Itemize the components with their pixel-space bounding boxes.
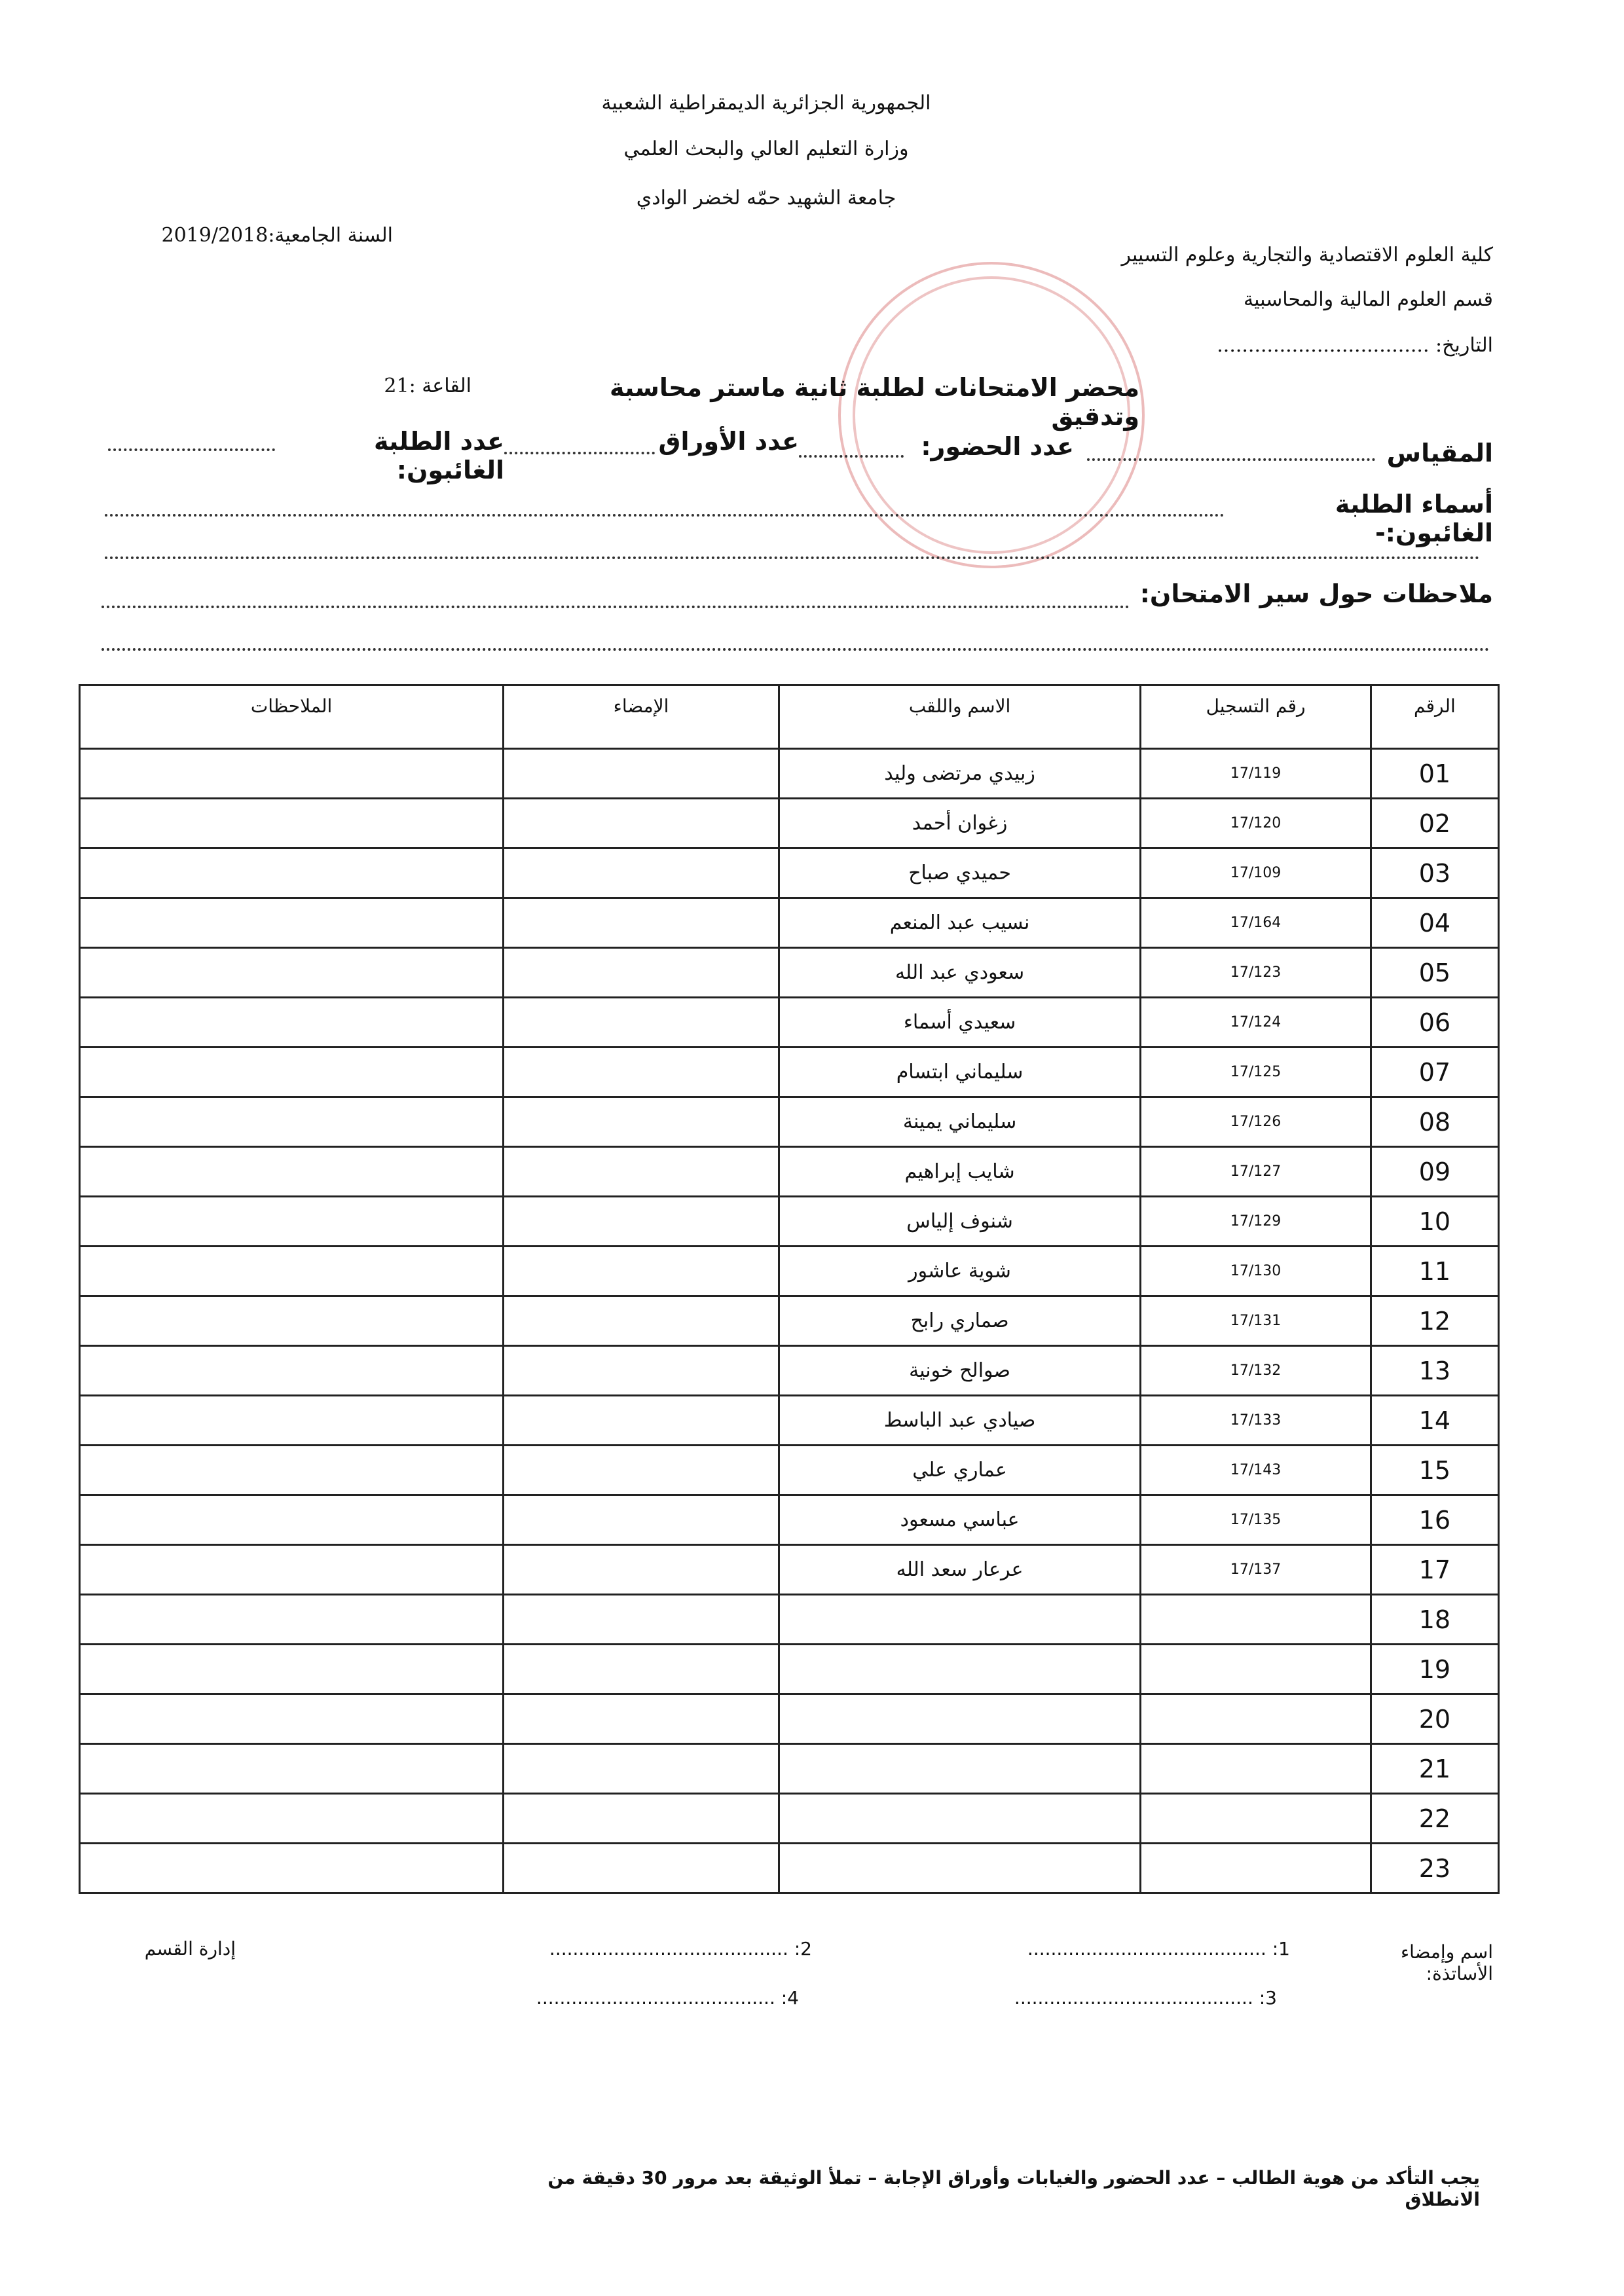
- row-notes-cell[interactable]: [80, 1446, 504, 1495]
- row-notes-cell[interactable]: [80, 898, 504, 948]
- teacher-signature-2[interactable]: 2: .........................................: [549, 1938, 812, 1959]
- row-notes-cell[interactable]: [80, 998, 504, 1048]
- teacher-signature-1[interactable]: 1: .........................................: [1027, 1938, 1290, 1959]
- papers-count-label: عدد الأوراق: [658, 427, 799, 456]
- row-number: 17: [1371, 1545, 1498, 1595]
- header-registration: رقم التسجيل: [1141, 685, 1371, 749]
- row-number: 07: [1371, 1048, 1498, 1097]
- row-signature-cell[interactable]: [504, 1097, 779, 1147]
- row-registration: 17/125: [1141, 1048, 1371, 1097]
- footer-instruction: يجب التأكد من هوية الطالب – عدد الحضور والغيابات وأوراق الإجابة – تملأ الوثيقة بعد مرور 30 دقيقة من الانطلاق: [547, 2167, 1480, 2210]
- table-row: [80, 898, 1499, 948]
- row-registration: 17/135: [1141, 1495, 1371, 1545]
- table-row: [80, 1744, 1499, 1794]
- header-notes: الملاحظات: [80, 685, 504, 749]
- row-notes-cell[interactable]: [80, 1844, 504, 1893]
- row-signature-cell[interactable]: [504, 898, 779, 948]
- row-student-name: سليماني ابتسام: [779, 1048, 1141, 1097]
- table-row: [80, 1197, 1499, 1247]
- teacher-signature-4[interactable]: 4: .........................................: [536, 1987, 799, 2009]
- row-number: 02: [1371, 799, 1498, 848]
- row-registration: 17/137: [1141, 1545, 1371, 1595]
- row-notes-cell[interactable]: [80, 1346, 504, 1396]
- table-row: [80, 1595, 1499, 1645]
- row-notes-cell[interactable]: [80, 799, 504, 848]
- row-registration: 17/132: [1141, 1346, 1371, 1396]
- absent-names-label: أسماء الطلبة الغائبون:-: [1335, 490, 1493, 547]
- row-number: 14: [1371, 1396, 1498, 1446]
- row-signature-cell[interactable]: [504, 1844, 779, 1893]
- row-student-name: صوالح خونية: [779, 1346, 1141, 1396]
- row-notes-cell[interactable]: [80, 948, 504, 998]
- row-notes-cell[interactable]: [80, 848, 504, 898]
- row-signature-cell[interactable]: [504, 749, 779, 799]
- header-name: الاسم واللقب: [779, 685, 1141, 749]
- republic-title: الجمهورية الجزائرية الديمقراطية الشعبية: [601, 92, 931, 115]
- row-notes-cell[interactable]: [80, 1396, 504, 1446]
- row-student-name: عرعار سعد الله: [779, 1545, 1141, 1595]
- row-student-name: صيادي عبد الباسط: [779, 1396, 1141, 1446]
- row-student-name: [779, 1595, 1141, 1645]
- table-header-row: [80, 685, 1499, 749]
- table-row: [80, 799, 1499, 848]
- row-signature-cell[interactable]: [504, 1147, 779, 1197]
- absent-count-field[interactable]: [108, 448, 275, 451]
- department-name: قسم العلوم المالية والمحاسبية: [1243, 288, 1493, 311]
- subject-label: المقياس: [1386, 439, 1493, 467]
- row-student-name: [779, 1844, 1141, 1893]
- table-row: [80, 848, 1499, 898]
- row-notes-cell[interactable]: [80, 1794, 504, 1844]
- academic-year: السنة الجامعية:2019/2018: [161, 224, 393, 247]
- table-row: [80, 1396, 1499, 1446]
- row-number: 09: [1371, 1147, 1498, 1197]
- table-row: [80, 1694, 1499, 1744]
- table-row: [80, 1545, 1499, 1595]
- teacher-signature-3[interactable]: 3: .........................................: [1014, 1987, 1277, 2009]
- table-row: [80, 1247, 1499, 1296]
- row-number: 04: [1371, 898, 1498, 948]
- header-number: الرقم: [1371, 685, 1498, 749]
- table-row: [80, 1844, 1499, 1893]
- row-number: 03: [1371, 848, 1498, 898]
- room-number: القاعة :21: [384, 374, 471, 397]
- row-student-name: شايب إبراهيم: [779, 1147, 1141, 1197]
- row-registration: 17/133: [1141, 1396, 1371, 1446]
- row-notes-cell[interactable]: [80, 1197, 504, 1247]
- row-registration: [1141, 1844, 1371, 1893]
- row-notes-cell[interactable]: [80, 1694, 504, 1744]
- table-row: [80, 1495, 1499, 1545]
- row-number: 08: [1371, 1097, 1498, 1147]
- row-notes-cell[interactable]: [80, 1296, 504, 1346]
- row-number: 01: [1371, 749, 1498, 799]
- attendance-count-field[interactable]: [799, 455, 904, 458]
- row-signature-cell[interactable]: [504, 848, 779, 898]
- header-signature: الإمضاء: [504, 685, 779, 749]
- row-number: 22: [1371, 1794, 1498, 1844]
- row-number: 06: [1371, 998, 1498, 1048]
- table-row: [80, 948, 1499, 998]
- row-number: 18: [1371, 1595, 1498, 1645]
- row-registration: 17/109: [1141, 848, 1371, 898]
- row-student-name: [779, 1694, 1141, 1744]
- row-registration: 17/127: [1141, 1147, 1371, 1197]
- row-student-name: سعيدي أسماء: [779, 998, 1141, 1048]
- row-registration: 17/130: [1141, 1247, 1371, 1296]
- row-signature-cell[interactable]: [504, 1595, 779, 1645]
- department-admin-label: إدارة القسم: [144, 1938, 236, 1959]
- row-registration: 17/124: [1141, 998, 1371, 1048]
- row-signature-cell[interactable]: [504, 998, 779, 1048]
- date-field[interactable]: التاريخ: ..................................: [1217, 334, 1493, 357]
- attendance-table: [79, 684, 1500, 1894]
- row-number: 12: [1371, 1296, 1498, 1346]
- absent-names-field-1[interactable]: [105, 514, 1225, 517]
- row-student-name: عباسي مسعود: [779, 1495, 1141, 1545]
- row-signature-cell[interactable]: [504, 948, 779, 998]
- row-student-name: [779, 1645, 1141, 1694]
- ministry-title: وزارة التعليم العالي والبحث العلمي: [623, 137, 909, 160]
- teachers-signature-label: اسم وإمضاء الأساتذة:: [1400, 1941, 1493, 1984]
- row-registration: 17/123: [1141, 948, 1371, 998]
- row-number: 13: [1371, 1346, 1498, 1396]
- attendance-count-label: عدد الحضور:: [921, 432, 1074, 461]
- row-notes-cell[interactable]: [80, 1495, 504, 1545]
- exam-notes-field-2[interactable]: [101, 648, 1490, 651]
- row-student-name: سعودي عبد الله: [779, 948, 1141, 998]
- row-notes-cell[interactable]: [80, 1744, 504, 1794]
- row-number: 10: [1371, 1197, 1498, 1247]
- row-registration: 17/120: [1141, 799, 1371, 848]
- row-notes-cell[interactable]: [80, 1595, 504, 1645]
- table-row: [80, 1346, 1499, 1396]
- row-student-name: زبيدي مرتضى وليد: [779, 749, 1141, 799]
- exam-report-title: محضر الامتحانات لطلبة ثانية ماستر محاسبة وتدقيق: [609, 373, 1139, 431]
- row-registration: 17/129: [1141, 1197, 1371, 1247]
- row-registration: [1141, 1744, 1371, 1794]
- table-row: [80, 1645, 1499, 1694]
- row-number: 16: [1371, 1495, 1498, 1545]
- row-signature-cell[interactable]: [504, 1744, 779, 1794]
- table-row: [80, 1147, 1499, 1197]
- row-signature-cell[interactable]: [504, 1048, 779, 1097]
- row-signature-cell[interactable]: [504, 1794, 779, 1844]
- row-number: 19: [1371, 1645, 1498, 1694]
- table-row: [80, 1446, 1499, 1495]
- row-signature-cell[interactable]: [504, 1694, 779, 1744]
- row-number: 05: [1371, 948, 1498, 998]
- row-registration: 17/119: [1141, 749, 1371, 799]
- row-registration: 17/131: [1141, 1296, 1371, 1346]
- row-registration: 17/126: [1141, 1097, 1371, 1147]
- row-student-name: حميدي صباح: [779, 848, 1141, 898]
- table-row: [80, 749, 1499, 799]
- table-row: [80, 1296, 1499, 1346]
- row-student-name: شنوف إلياس: [779, 1197, 1141, 1247]
- row-registration: [1141, 1595, 1371, 1645]
- exam-notes-label: ملاحظات حول سير الامتحان:: [1139, 579, 1493, 608]
- exam-notes-field-1[interactable]: [101, 606, 1130, 608]
- row-registration: [1141, 1645, 1371, 1694]
- row-signature-cell[interactable]: [504, 1247, 779, 1296]
- row-student-name: صماري رابح: [779, 1296, 1141, 1346]
- row-number: 23: [1371, 1844, 1498, 1893]
- row-signature-cell[interactable]: [504, 1296, 779, 1346]
- row-registration: [1141, 1694, 1371, 1744]
- row-notes-cell[interactable]: [80, 749, 504, 799]
- row-notes-cell[interactable]: [80, 1048, 504, 1097]
- row-number: 20: [1371, 1694, 1498, 1744]
- subject-field[interactable]: [1087, 458, 1375, 461]
- row-signature-cell[interactable]: [504, 1197, 779, 1247]
- row-student-name: [779, 1794, 1141, 1844]
- table-row: [80, 1794, 1499, 1844]
- papers-count-field[interactable]: [504, 452, 655, 454]
- row-registration: [1141, 1794, 1371, 1844]
- row-signature-cell[interactable]: [504, 1346, 779, 1396]
- absent-names-field-2[interactable]: [105, 556, 1480, 559]
- row-registration: 17/143: [1141, 1446, 1371, 1495]
- row-signature-cell[interactable]: [504, 799, 779, 848]
- table-row: [80, 998, 1499, 1048]
- row-student-name: نسيب عبد المنعم: [779, 898, 1141, 948]
- row-notes-cell[interactable]: [80, 1147, 504, 1197]
- row-number: 15: [1371, 1446, 1498, 1495]
- row-student-name: عماري علي: [779, 1446, 1141, 1495]
- table-row: [80, 1048, 1499, 1097]
- row-student-name: [779, 1744, 1141, 1794]
- row-signature-cell[interactable]: [504, 1446, 779, 1495]
- row-registration: 17/164: [1141, 898, 1371, 948]
- row-signature-cell[interactable]: [504, 1645, 779, 1694]
- row-number: 11: [1371, 1247, 1498, 1296]
- faculty-name: كلية العلوم الاقتصادية والتجارية وعلوم التسيير: [1121, 244, 1493, 266]
- row-notes-cell[interactable]: [80, 1645, 504, 1694]
- row-student-name: شوية عاشور: [779, 1247, 1141, 1296]
- row-signature-cell[interactable]: [504, 1396, 779, 1446]
- row-student-name: سليماني يمينة: [779, 1097, 1141, 1147]
- absent-count-label: عدد الطلبة الغائبون:: [373, 427, 504, 484]
- row-notes-cell[interactable]: [80, 1247, 504, 1296]
- row-signature-cell[interactable]: [504, 1545, 779, 1595]
- row-notes-cell[interactable]: [80, 1097, 504, 1147]
- row-student-name: زغوان أحمد: [779, 799, 1141, 848]
- university-title: جامعة الشهيد حمّه لخضر الوادي: [636, 187, 896, 210]
- row-signature-cell[interactable]: [504, 1495, 779, 1545]
- row-number: 21: [1371, 1744, 1498, 1794]
- row-notes-cell[interactable]: [80, 1545, 504, 1595]
- table-row: [80, 1097, 1499, 1147]
